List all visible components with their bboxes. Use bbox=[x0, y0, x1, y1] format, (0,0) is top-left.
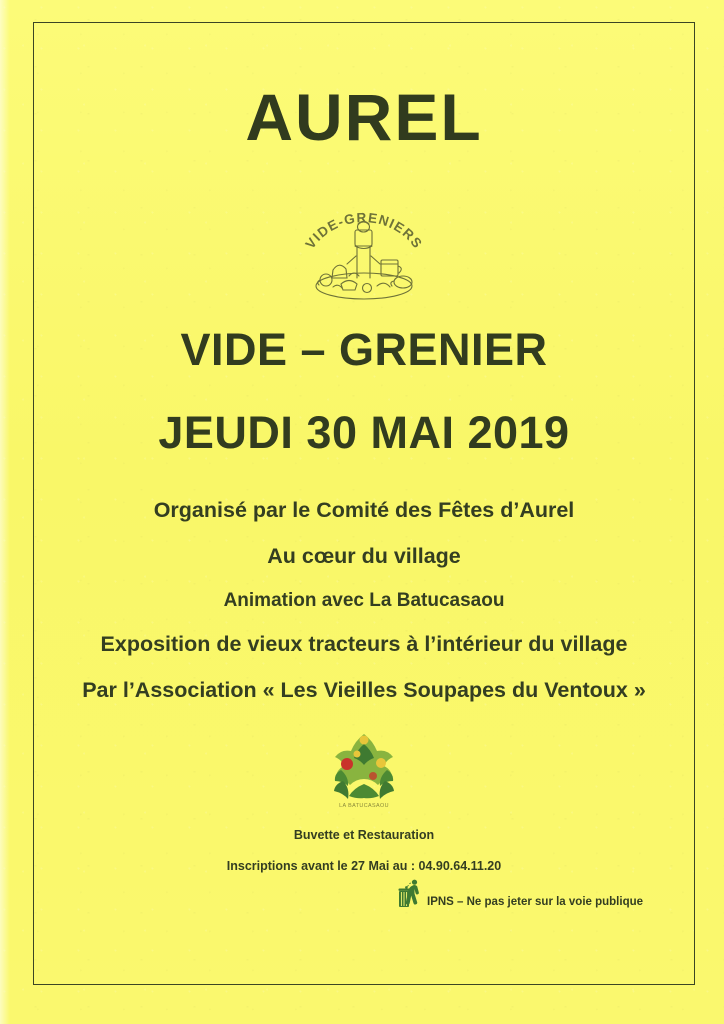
ipns-label: IPNS – Ne pas jeter sur la voie publique bbox=[427, 896, 644, 908]
emblem-caption: LA BATUCASAOU bbox=[339, 803, 389, 809]
detail-line-organiser: Organisé par le Comité des Fêtes d’Aurel bbox=[153, 498, 575, 522]
detail-line-exhibition: Exposition de vieux tracteurs à l’intérieur du village bbox=[100, 632, 628, 656]
association-emblem bbox=[321, 724, 407, 812]
no-littering-icon bbox=[398, 878, 424, 912]
detail-line-association: Par l’Association « Les Vieilles Soupapes du Ventoux » bbox=[82, 677, 646, 702]
page-title: AUREL bbox=[245, 80, 483, 154]
vide-greniers-sketch-logo bbox=[289, 194, 439, 306]
event-heading: VIDE – GRENIER bbox=[180, 324, 548, 375]
date-heading: JEUDI 30 MAI 2019 bbox=[158, 407, 570, 458]
poster-content bbox=[33, 22, 695, 985]
refreshments-note: Buvette et Restauration bbox=[293, 828, 435, 842]
detail-line-animation: Animation avec La Batucasaou bbox=[223, 590, 505, 611]
details-block bbox=[33, 500, 695, 701]
registration-note: Inscriptions avant le 27 Mai au : 04.90.64.11.20 bbox=[226, 859, 502, 873]
ipns-footer bbox=[398, 878, 643, 912]
detail-line-location: Au cœur du village bbox=[267, 543, 461, 568]
sketch-logo-arc-text: VIDE-GRENIERS bbox=[302, 210, 426, 252]
